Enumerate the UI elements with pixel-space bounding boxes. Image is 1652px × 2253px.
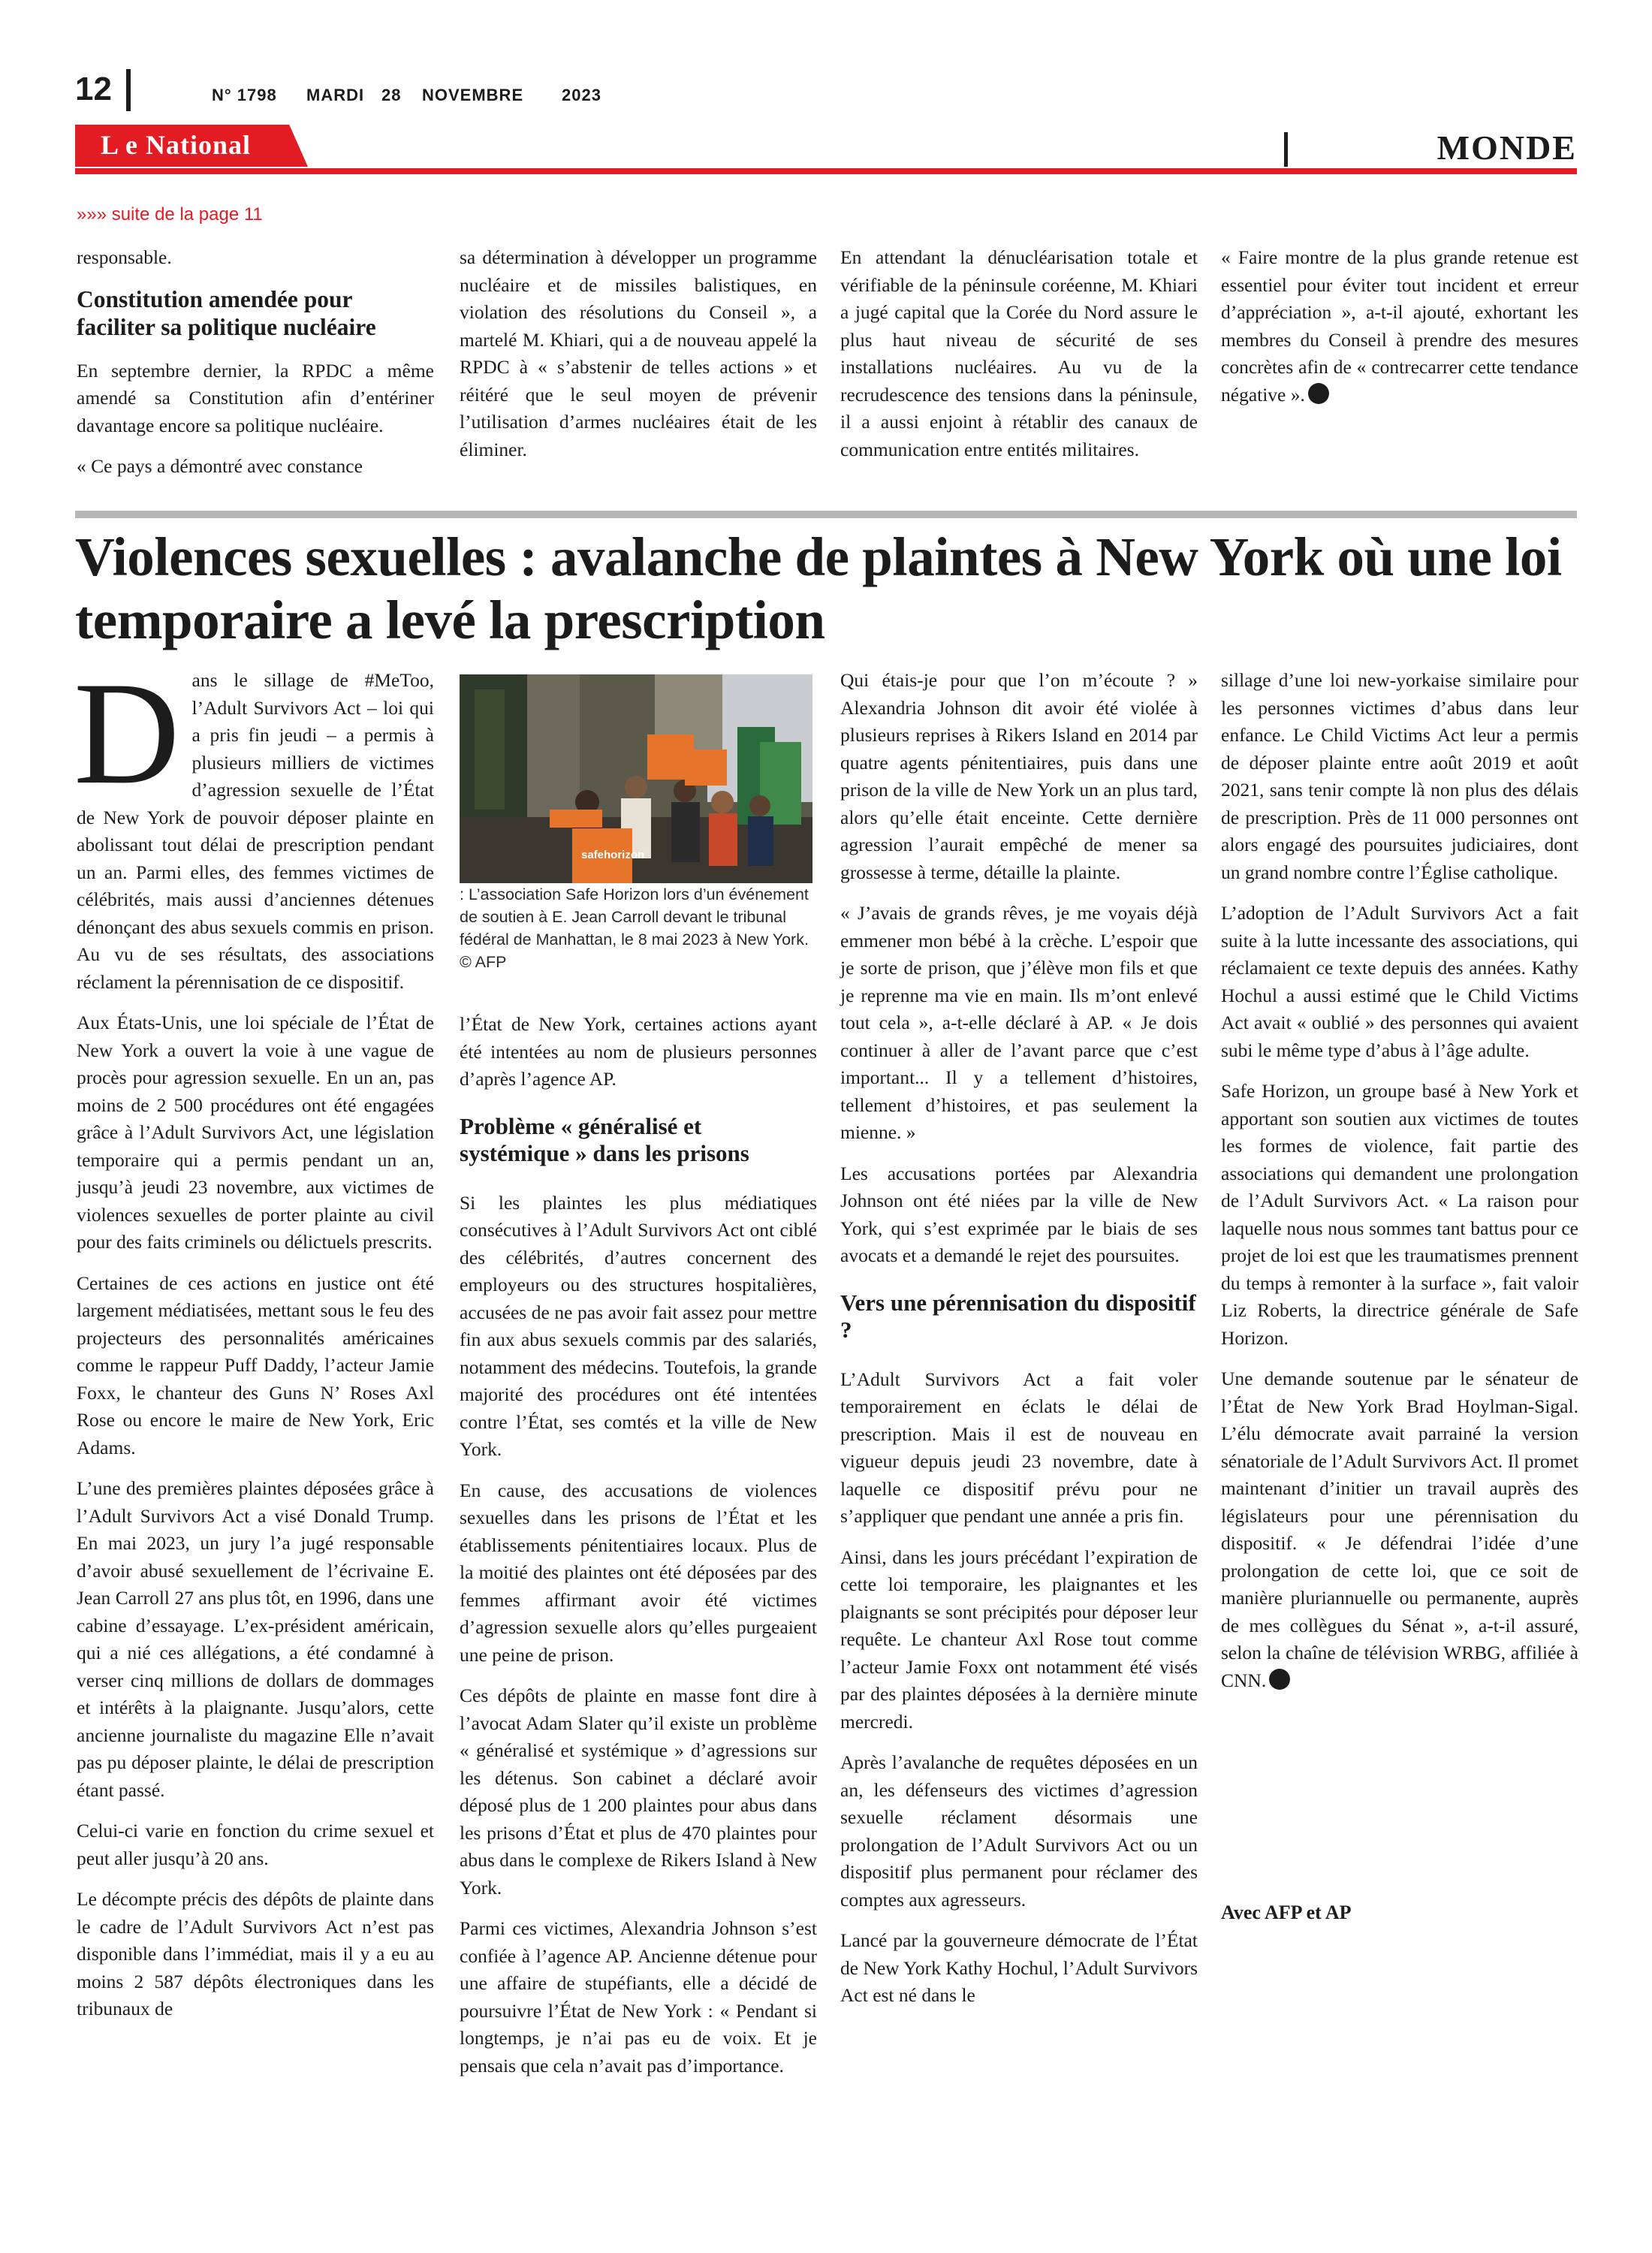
article-separator <box>75 511 1577 518</box>
header-rule <box>75 168 1577 174</box>
article-col-3 <box>840 667 1198 2010</box>
prev-article-col-2 <box>460 244 817 463</box>
paragraph: L’une des premières plaintes déposées grâce à l’Adult Survivors Act a visé Donald Trump. En mai 2023, un jury l’a jugé responsable d’avoir abusé sexuellement de l’écrivaine E. Jean Carroll 27 ans plus tôt, en 1996, dans une cabine d’essayage. L’ex-président américain, qui a nié ces allégations, a été condamné à verser cinq millions de dollars de dommages et intérêts à la plaignante. Jusqu’alors, cette ancienne journaliste du magazine Elle n’avait pas pu déposer plainte, le délai de prescription étant passé. <box>77 1477 434 1801</box>
paragraph: Qui étais-je pour que l’on m’écoute ? » Alexandria Johnson dit avoir été violée à plusieurs reprises à Rikers Island en 2014 par quatre agents pénitentiaires, puis dans une prison de la ville de New York un an plus tard, alors qu’elle était enceinte. Cette dernière agression l’aurait empêché de mener sa grossesse à terme, détaille la plainte. <box>840 669 1198 883</box>
brand-logo: L e National <box>101 130 252 160</box>
article-subhead: Vers une pérennisation du dispositif ? <box>840 1289 1196 1343</box>
paragraph: En cause, des accusations de violences sexuelles dans les prisons de l’État et les établissements pénitentiaires locaux. Plus de la moitié des plaintes ont été déposées par des femmes affirmant avoir été victimes d’agression sexuelle alors qu’elles purgeaient une peine de prison. <box>460 1479 817 1666</box>
paragraph: Celui-ci varie en fonction du crime sexuel et peut aller jusqu’à 20 ans. <box>77 1820 434 1869</box>
drop-cap: D <box>74 652 180 815</box>
paragraph: Si les plaintes les plus médiatiques consécutives à l’Adult Survivors Act ont ciblé des célébrités, d’autres concernent des employeurs ou des structures hospitalières, accusées de ne pas avoir fait assez pour mettre fin aux abus sexuels commis par des salariés, notamment des médecins. Toutefois, la grande majorité des procédures ont été intentées contre l’État, ses comtés et la ville de New York. <box>460 1191 817 1460</box>
paragraph: En attendant la dénucléarisation totale et vérifiable de la péninsule coréenne, M. Khiari a jugé capital que la Corée du Nord assure le plus haut niveau de sécurité de ses installations nucléaires. Au vu de la recrudescence des tensions dans la péninsule, il a aussi enjoint à rétablir des canaux de communication entre entités militaires. <box>840 246 1198 460</box>
prev-article-col-3 <box>840 244 1198 463</box>
prev-article-col-4 <box>1221 244 1578 409</box>
prev-article-col-1 <box>77 244 434 481</box>
issue-weekday: MARDI <box>306 86 365 104</box>
paragraph: sa détermination à développer un programme nucléaire et de missiles balistiques, en violation des résolutions du Conseil », a martelé M. Khiari, qui a de nouveau appelé la RPDC à « s’abstenir de telles actions » et réitéré que le seul moyen de prévenir l’utilisation d’armes nucléaires était de les éliminer. <box>460 246 817 460</box>
page-number: 12 <box>75 71 112 107</box>
issue-year: 2023 <box>562 86 601 104</box>
rubric-separator <box>1284 132 1288 167</box>
issue-day: 28 <box>381 86 402 104</box>
article-credit: Avec AFP et AP <box>1221 1902 1352 1923</box>
photo-sign-text: safehorizon <box>581 849 645 861</box>
paragraph: L’Adult Survivors Act a fait voler temporairement en éclats le délai de prescription. Mais il est de nouveau en vigueur depuis jeudi 23 novembre, date à laquelle ce dispositif prévu pour ne s’appliquer que pendant une année a pris fin. <box>840 1368 1198 1527</box>
article-col-4 <box>1221 667 1578 1694</box>
paragraph: Safe Horizon, un groupe basé à New York et apportant son soutien aux victimes de toutes les formes de violence, fait partie des associations qui demandent une prolongation de l’Adult Survivors Act. « La raison pour laquelle nous nous sommes tant battus pour ce projet de loi est que les traumatismes prennent du temps à remonter à la surface », fait valoir Liz Roberts, la directrice générale de Safe Horizon. <box>1221 1080 1578 1349</box>
paragraph: Certaines de ces actions en justice ont été largement médiatisées, mettant sous le feu des projecteurs des personnalités américaines comme le rappeur Puff Daddy, l’acteur Jamie Foxx, le chanteur des Guns N’ Roses Axl Rose ou encore le maire de New York, Eric Adams. <box>77 1271 434 1458</box>
paragraph: responsable. <box>77 246 172 268</box>
paragraph: l’État de New York, certaines actions ayant été intentées au nom de plusieurs personnes d’après l’agence AP. <box>460 1013 817 1090</box>
photo-caption: : L’association Safe Horizon lors d’un événement de soutien à E. Jean Carroll devant le tribunal fédéral de Manhattan, le 8 mai 2023 à New York. © AFP <box>460 885 809 971</box>
page-number-separator <box>126 69 131 111</box>
paragraph: ans le sillage de #MeToo, l’Adult Survivors Act – loi qui a pris fin jeudi – a permis à plusieurs milliers de victimes d’agression sexuelle de l’État de New York de pouvoir déposer plainte en abolissant tout délai de prescription pendant un an. Parmi elles, des femmes victimes de célébrités, mais aussi d’anciennes détenues dénonçant des abus sexuels commis en prison. Au vu de ses résultats, des associations réclament la pérennisation de ce dispositif. <box>77 669 434 993</box>
article-subhead: Problème « généralisé et systémique » dans les prisons <box>460 1112 749 1166</box>
paragraph: Ainsi, dans les jours précédant l’expiration de cette loi temporaire, les plaignantes et les plaignants se sont précipités pour déposer leur requête. Le chanteur Axl Rose tout comme l’acteur Jamie Foxx ont notamment été visés par des plaintes déposées à la dernière minute mercredi. <box>840 1546 1198 1733</box>
end-of-article-icon <box>1269 1669 1290 1690</box>
article-photo <box>460 674 812 883</box>
issue-number: N° 1798 <box>212 86 277 104</box>
paragraph: En septembre dernier, la RPDC a même amendé sa Constitution afin d’entériner davantage encore sa politique nucléaire. <box>77 359 434 436</box>
paragraph: Après l’avalanche de requêtes déposées en un an, les défenseurs des victimes d’agression sexuelle réclament désormais une prolongation de l’Adult Survivors Act ou un dispositif plus permanent pour réclamer des comptes aux agresseurs. <box>840 1751 1198 1911</box>
article-col-2 <box>460 1011 817 2080</box>
continuation-note: »»» suite de la page 11 <box>77 204 263 225</box>
paragraph: Les accusations portées par Alexandria Johnson ont été niées par la ville de New York, qui s’est exprimée par le biais de ses avocats et a demandé le rejet des poursuites. <box>840 1162 1198 1266</box>
article-headline: Violences sexuelles : avalanche de plaintes à New York où une loi temporaire a levé la prescription <box>75 526 1562 650</box>
paragraph: « J’avais de grands rêves, je me voyais déjà emmener mon bébé à la crèche. L’espoir que je sorte de prison, que j’élève mon fils et que je reprenne ma vie en main. Ils m’ont enlevé tout cela », a-t-elle déclaré à AP. « Je dois continuer à aller de l’avant parce que c’est important... Il y a tellement d’histoires, tellement d’histoires, et pas seulement la mienne. » <box>840 902 1198 1143</box>
paragraph: L’adoption de l’Adult Survivors Act a fait suite à la lutte incessante des associations, qui réclamaient ce texte depuis des années. Kathy Hochul a aussi estimé que le Child Victims Act avait « oublié » des personnes qui avaient subi le même type d’abus à l’âge adulte. <box>1221 902 1578 1061</box>
end-of-article-icon <box>1308 383 1329 404</box>
paragraph: Ces dépôts de plainte en masse font dire à l’avocat Adam Slater qu’il existe un problème « généralisé et systémique » d’agressions sur les détenus. Son cabinet a déclaré avoir déposé plus de 1 200 plaintes pour abus dans les prisons d’État et plus de 470 plaintes pour abus dans le complexe de Rikers Island à New York. <box>460 1684 817 1899</box>
paragraph: Le décompte précis des dépôts de plainte dans le cadre de l’Adult Survivors Act n’est pas disponible dans l’immédiat, mais il y a eu au moins 2 587 dépôts électroniques dans les tribunaux de <box>77 1888 434 2019</box>
paragraph: Parmi ces victimes, Alexandria Johnson s’est confiée à l’agence AP. Ancienne détenue pour une affaire de stupéfiants, elle a décidé de poursuivre l’État de New York : « Pendant si longtemps, je n’ai pas eu de voix. Et je pensais que cela n’avait pas d’importance. <box>460 1917 817 2077</box>
article-col-1 <box>74 652 434 2023</box>
paragraph: Aux États-Unis, une loi spéciale de l’État de New York a ouvert la voie à une vague de procès pour agression sexuelle. En un an, pas moins de 2 500 procédures ont été engagées grâce à l’Adult Survivors Act, une législation temporaire qui a permis pendant un an, jusqu’à jeudi 23 novembre, aux victimes de violences sexuelles de porter plainte au civil pour des faits criminels ou délictuels prescrits. <box>77 1012 434 1253</box>
prev-article-subhead: Constitution amendée pour faciliter sa politique nucléaire <box>77 285 376 340</box>
section-rubric: MONDE <box>1436 128 1577 167</box>
paragraph: sillage d’une loi new-yorkaise similaire pour les personnes victimes d’abus dans leur enfance. Le Child Victims Act leur a permis de déposer plainte entre août 2019 et août 2021, sans tenir compte là non plus des délais de prescription. Près de 11 000 personnes ont alors engagé des poursuites judiciaires, dont un grand nombre contre l’Église catholique. <box>1221 669 1578 883</box>
paragraph: « Ce pays a démontré avec constance <box>77 455 363 477</box>
paragraph: Une demande soutenue par le sénateur de l’État de New York Brad Hoylman-Sigal. L’élu démocrate avait parrainé la version sénatoriale de l’Adult Survivors Act. Il promet maintenant d’initier un travail auprès des législateurs pour une pérennisation du dispositif. « Je défendrai l’idée d’une prolongation de cette loi, que ce soit de manière pluriannuelle ou permanente, auprès de mes collègues du Sénat », a-t-il assuré, selon la chaîne de télévision WRBG, affiliée à CNN. <box>1221 1368 1578 1691</box>
paragraph: Lancé par la gouverneure démocrate de l’État de New York Kathy Hochul, l’Adult Survivors Act est né dans le <box>840 1929 1198 2006</box>
paragraph: « Faire montre de la plus grande retenue est essentiel pour éviter tout incident et erreur d’appréciation », a-t-il ajouté, exhortant les membres du Conseil à prendre des mesures concrètes afin de « contrecarrer cette tendance négative ». <box>1221 246 1578 406</box>
issue-month: NOVEMBRE <box>422 86 524 104</box>
